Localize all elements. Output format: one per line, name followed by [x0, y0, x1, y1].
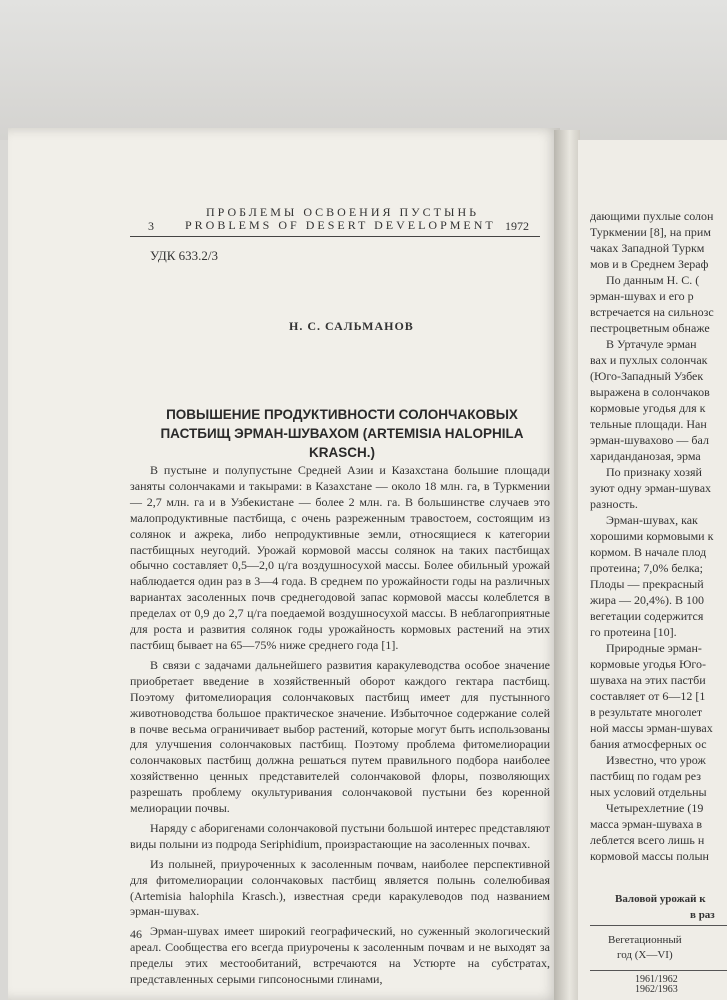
table-header-rule	[590, 970, 727, 971]
table-top-rule	[590, 925, 727, 926]
text-line: Туркмении [8], на прим	[590, 225, 711, 239]
scanner-background	[0, 0, 727, 140]
title-line: ПАСТБИЩ ЭРМАН-ШУВАХОМ (ARTEMISIA HALOPHILA	[160, 426, 524, 441]
text-line: эрман-шувах и его р	[590, 289, 694, 303]
text-line: кормом. В начале плод	[590, 545, 707, 559]
text-line: тельные площади. Нан	[590, 417, 707, 431]
text-line: Природные эрман-	[606, 641, 702, 655]
text-line: леблется всего лишь н	[590, 833, 705, 847]
table-header-line: Вегетационный	[608, 934, 682, 946]
text-line: разность.	[590, 497, 638, 511]
text-line: Четырехлетние (19	[606, 801, 704, 815]
text-line: дающими пухлые солон	[590, 209, 714, 223]
text-line: По данным Н. С. (	[606, 273, 700, 287]
year: 1972	[505, 219, 529, 233]
paragraph: В связи с задачами дальнейшего развития каракулеводства особое значение приобретает введение в хозяйственный оборот каждого гектара пастбищ. Поэтому фитомелиорация солончаковых пастбищ имеет для пустынного животноводства большое практическое значение. Избыточное содержание солей в почве весьма ограничивает выбор растений, которые могут быть использованы для улучшения солончаковых пастбищ. Поэтому проблема фитомелиорации солончаковых пастбищ должна решаться путем правильного подбора наиболее хозяйственно ценных представителей солончаковой флоры, позволяющих разрешать проблему окультуривания солончаковой пустыни без коренной мелиорации почвы.	[130, 657, 550, 816]
text-line: Известно, что урож	[606, 753, 706, 767]
text-line: пастбищ по годам рез	[590, 769, 702, 783]
text-line: протеина; 7,0% белка;	[590, 561, 703, 575]
header-rule	[130, 236, 540, 237]
book-gutter	[554, 130, 580, 1000]
text-line: хорошими кормовыми к	[590, 529, 714, 543]
journal-title-ru: ПРОБЛЕМЫ ОСВОЕНИЯ ПУСТЫНЬ	[206, 205, 480, 219]
text-line: в результате многолет	[590, 705, 703, 719]
text-line: чаках Западной Туркм	[590, 241, 705, 255]
author-name: Н. С. САЛЬМАНОВ	[289, 319, 414, 333]
table-title: Валовой урожай к	[615, 893, 706, 905]
journal-title-en: PROBLEMS OF DESERT DEVELOPMENT	[185, 218, 496, 232]
article-title	[142, 405, 542, 462]
paragraph: В пустыне и полупустыне Средней Азии и Казахстана большие площади заняты солончаками и такырами: в Казахстане — около 18 млн. га, в Туркмении — 2,7 млн. га и в Узбекистане — более 2 млн. га. В большинстве случаев это малопродуктивные пастбища, с очень разреженным травостоем, состоящим из солянок и ажрека, либо непродуктивные земли, относящиеся к категории пастбищных неугодий. Урожай кормовой массы солянок на таких пастбищах обычно составляет 0,5—2,0 ц/га воздушносухой массы. Более обильный урожай наблюдается один раз в 3—4 года. В среднем по урожайности годы на различных вариантах засоленных почв среднегодовой запас кормовой массы колеблется в пределах от 0,9 до 2,7 ц/га поедаемой воздушносухой массы. В неблагоприятные для роста и развития солянок годы урожайность кормовых растений на этих пастбищ бывает на 65—75% ниже среднего года [1].	[130, 463, 550, 652]
paragraph: Из полыней, приуроченных к засоленным почвам, наиболее перспективной для фитомелиорации солончаковых пастбищ является полынь солелюбивая (Artemisia halophila Krasch.), известная среди каракулеводов под названием эрман-шувах.	[130, 856, 550, 919]
text-line: выражена в солончаков	[590, 385, 710, 399]
table-subtitle: в раз	[690, 909, 715, 921]
paragraph: Эрман-шувах имеет широкий географический, но суженный экологический ареал. Сообщества его всегда приурочены к засоленным почвам и не выходят за пределы этих местообитаний, встречаются на Устюрте на субстратах, представленных серыми гипсоносными глинами,	[130, 924, 550, 987]
text-line: вегетации содержится	[590, 609, 704, 623]
title-line: KRASCH.)	[309, 445, 375, 460]
issue-number: 3	[148, 219, 154, 233]
table-header	[608, 933, 682, 963]
text-line: мов и в Среднем Зераф	[590, 257, 709, 271]
text-line: В Уртачуле эрман	[606, 337, 697, 351]
table-header-line: год (X—VI)	[616, 949, 673, 961]
text-line: составляет от 6—12 [1	[590, 689, 706, 703]
text-line: хариданданозая, эрма	[590, 449, 701, 463]
udk-code: УДК 633.2/3	[150, 248, 219, 263]
text-line: По признаку хозяй	[606, 465, 702, 479]
article-body	[130, 463, 550, 992]
text-line: кормовые угодья для к	[590, 401, 706, 415]
text-line: зуют одну эрман-шувах	[590, 481, 712, 495]
text-line: Эрман-шувах, как	[606, 513, 698, 527]
right-page-text	[590, 208, 727, 864]
text-line: пестроцветным обнаже	[590, 321, 710, 335]
table-year: 1962/1963	[635, 984, 678, 995]
text-line: кормовой массы полын	[590, 849, 709, 863]
text-line: ной массы эрман-шувах	[590, 721, 713, 735]
title-line: ПОВЫШЕНИЕ ПРОДУКТИВНОСТИ СОЛОНЧАКОВЫХ	[166, 407, 518, 422]
text-line: бания атмосферных ос	[590, 737, 707, 751]
text-line: го протеина [10].	[590, 625, 677, 639]
page-number: 46	[130, 927, 142, 941]
table-year: 1961/1962	[635, 974, 678, 985]
text-line: вах и пухлых солончак	[590, 353, 708, 367]
text-line: ных условий отдельны	[590, 785, 707, 799]
text-line: шуваха на этих пастби	[590, 673, 706, 687]
text-line: встречается на сильнозс	[590, 305, 714, 319]
text-line: (Юго-Западный Узбек	[590, 369, 704, 383]
text-line: масса эрман-шуваха в	[590, 817, 703, 831]
text-line: кормовые угодья Юго-	[590, 657, 707, 671]
text-line: эрман-шувахово — бал	[590, 433, 709, 447]
paragraph: Наряду с аборигенами солончаковой пустыни большой интерес представляют виды полыни из подрода Seriphidium, произрастающие на засоленных почвах.	[130, 820, 550, 851]
text-line: жира — 20,4%). В 100	[590, 593, 705, 607]
text-line: Плоды — прекрасный	[590, 577, 704, 591]
